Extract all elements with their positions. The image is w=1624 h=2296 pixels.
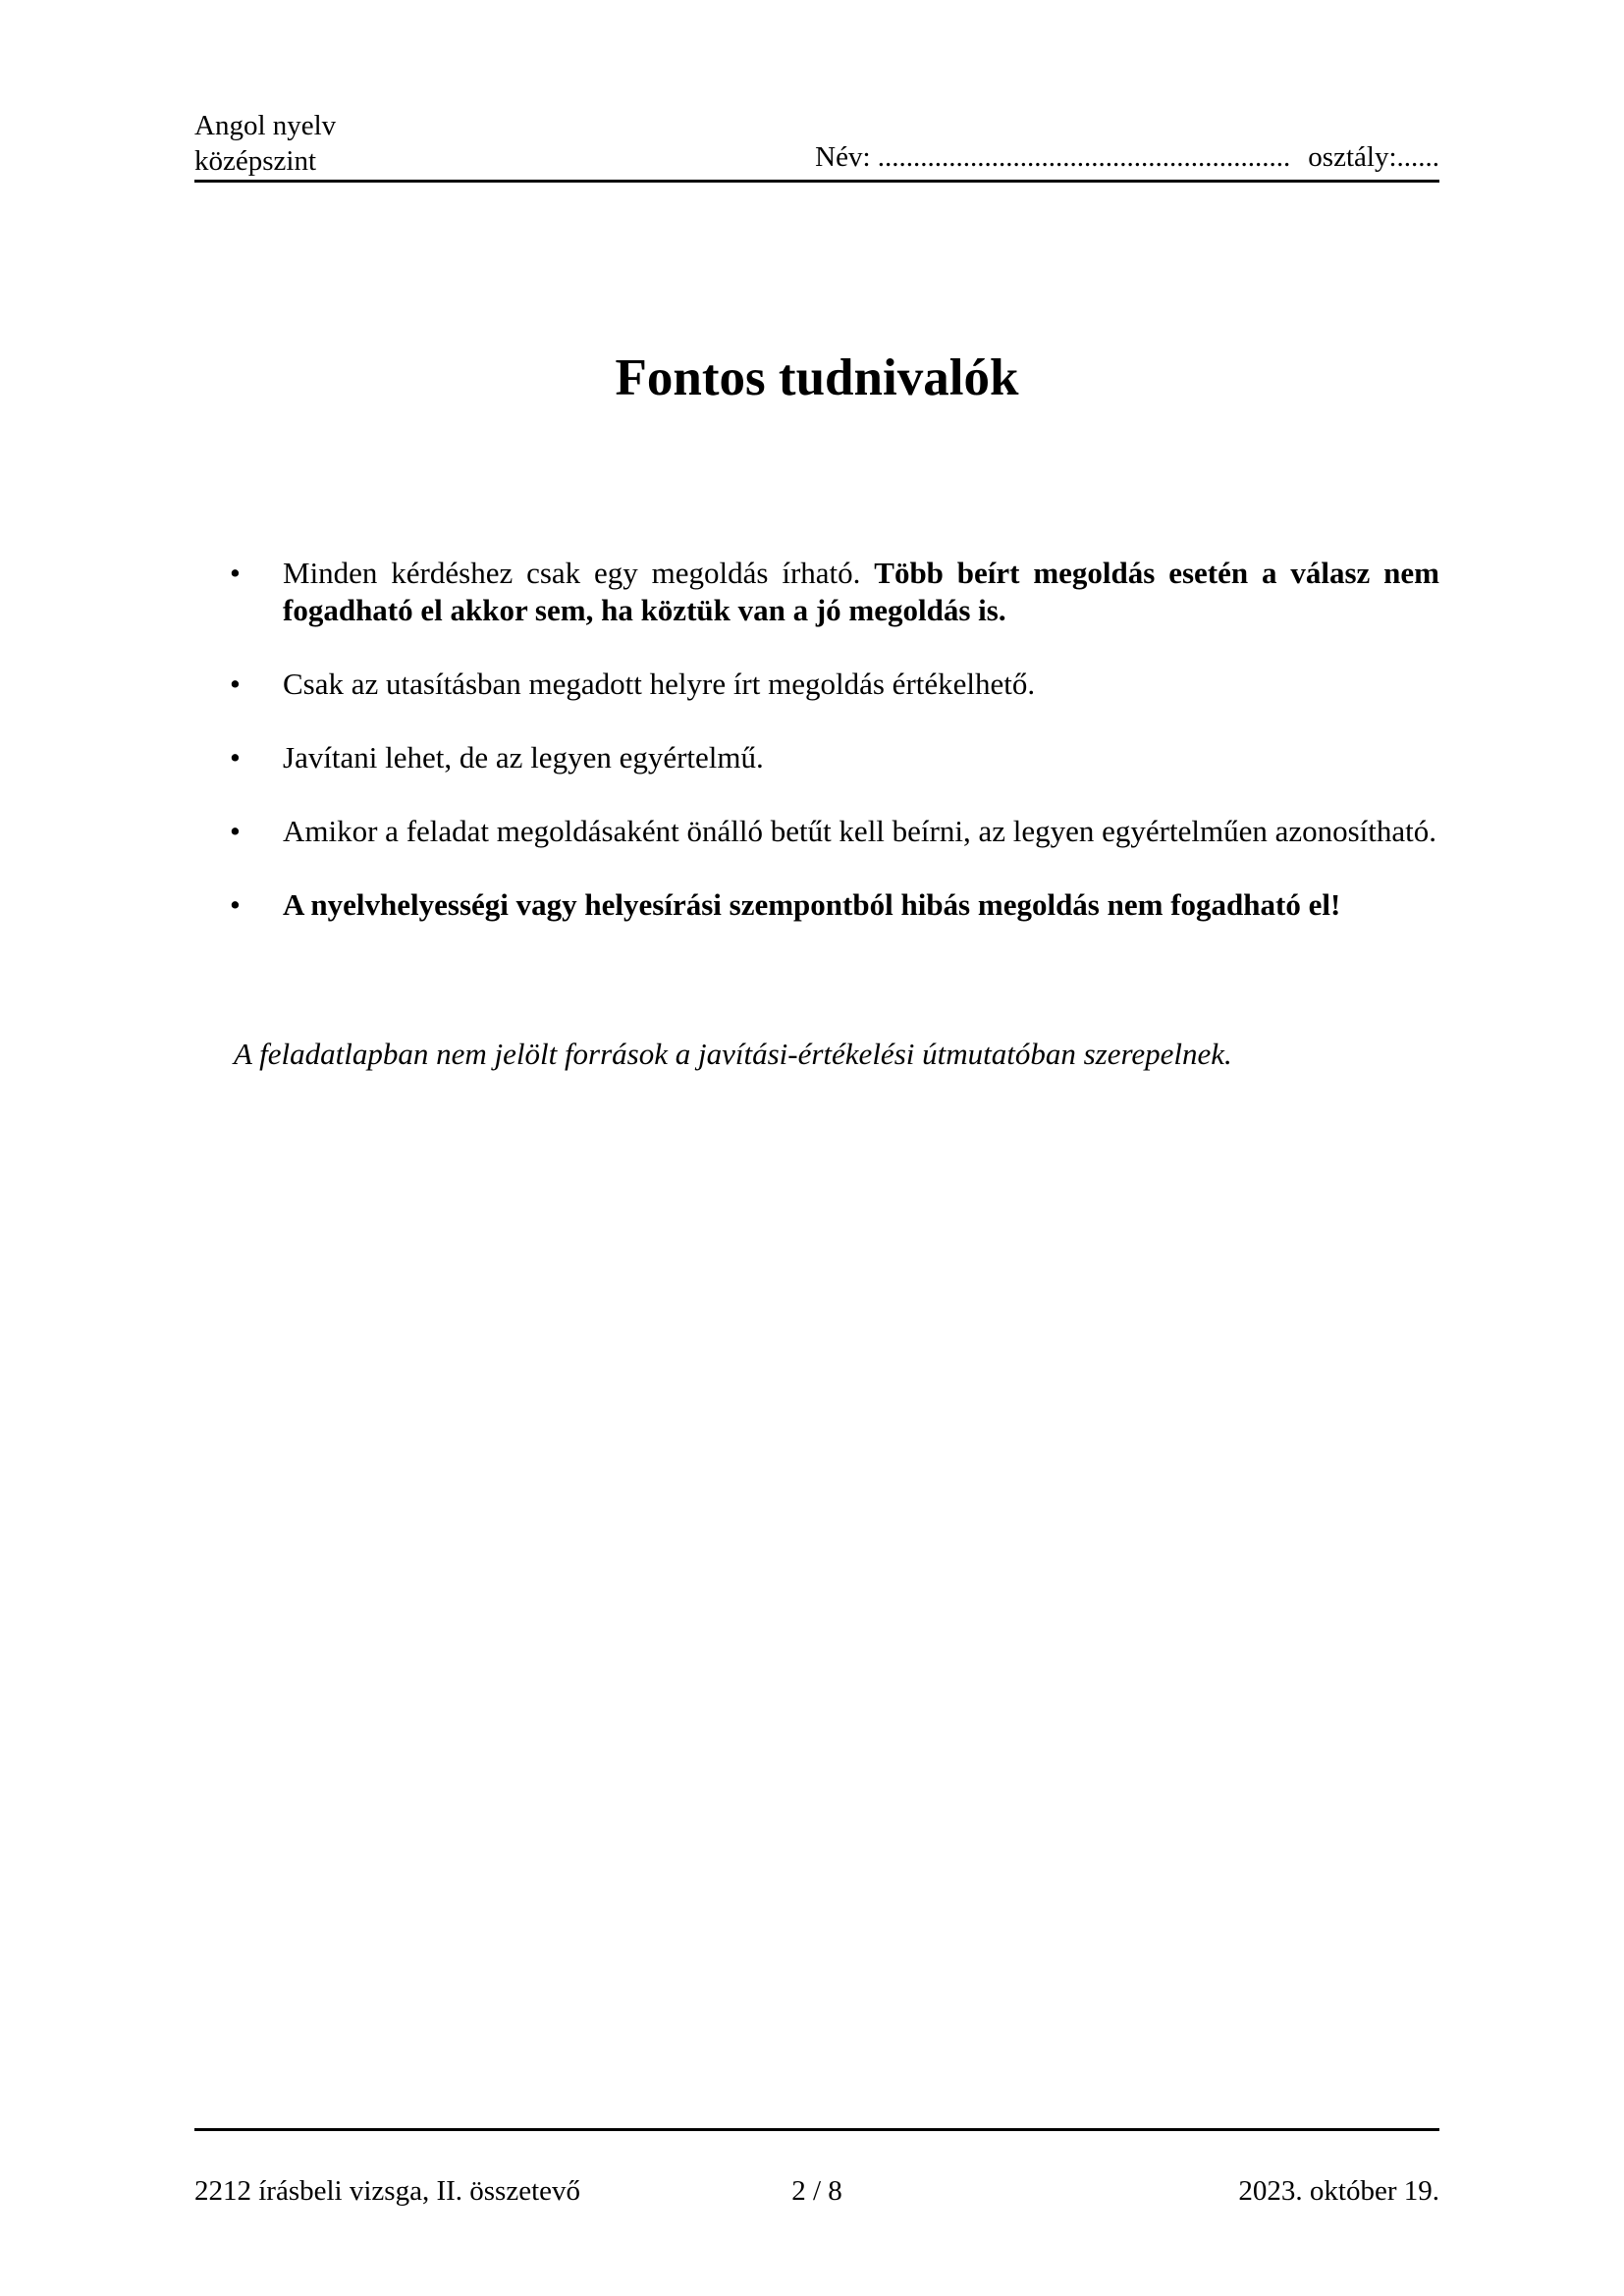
rule-item: [194, 666, 1439, 703]
header-student-fields: [815, 139, 1439, 175]
bullet-icon: •: [230, 740, 241, 774]
bullet-icon: •: [230, 814, 241, 848]
rule-text: Javítani lehet, de az legyen egyértelmű.: [283, 740, 764, 774]
bullet-icon: •: [230, 667, 241, 701]
rule-item: [194, 555, 1439, 629]
rule-text: Csak az utasításban megadott helyre írt megoldás értékelhető.: [283, 667, 1036, 701]
page-title: Fontos tudnivalók: [615, 349, 1019, 406]
page-footer: [194, 2128, 1439, 2207]
bullet-icon: •: [230, 556, 241, 590]
rule-item: [194, 886, 1439, 924]
sources-note: A feladatlapban nem jelölt források a javítási-értékelési útmutatóban szerepelnek.: [234, 1037, 1232, 1071]
rule-item: [194, 739, 1439, 776]
rule-text-bold: Több beírt megoldás esetén a válasz nem fogadható el akkor sem, ha köztük van a jó megoldás is.: [283, 556, 1439, 627]
rule-text: Minden kérdéshez csak egy megoldás írható.: [283, 556, 875, 590]
header-level: középszint: [194, 145, 317, 177]
bullet-icon: •: [230, 887, 241, 922]
header-subject: Angol nyelv: [194, 110, 337, 141]
rule-text-bold: A nyelvhelyességi vagy helyesírási szempontból hibás megoldás nem fogadható el!: [283, 887, 1341, 922]
header-subject-block: [194, 108, 336, 179]
class-field: osztály:......: [1308, 141, 1439, 173]
footer-date: 2023. október 19.: [1238, 2175, 1439, 2207]
footer-page-number: 2 / 8: [791, 2175, 842, 2207]
footer-exam-id: 2212 írásbeli vizsga, II. összetevő: [194, 2175, 581, 2207]
rules-list: [194, 555, 1439, 960]
page-header: [194, 108, 1439, 183]
rule-item: [194, 813, 1439, 850]
rule-text: Amikor a feladat megoldásaként önálló betűt kell beírni, az legyen egyértelműen azonosítható.: [283, 814, 1437, 848]
name-field: Név: ..........................................................: [815, 141, 1291, 173]
